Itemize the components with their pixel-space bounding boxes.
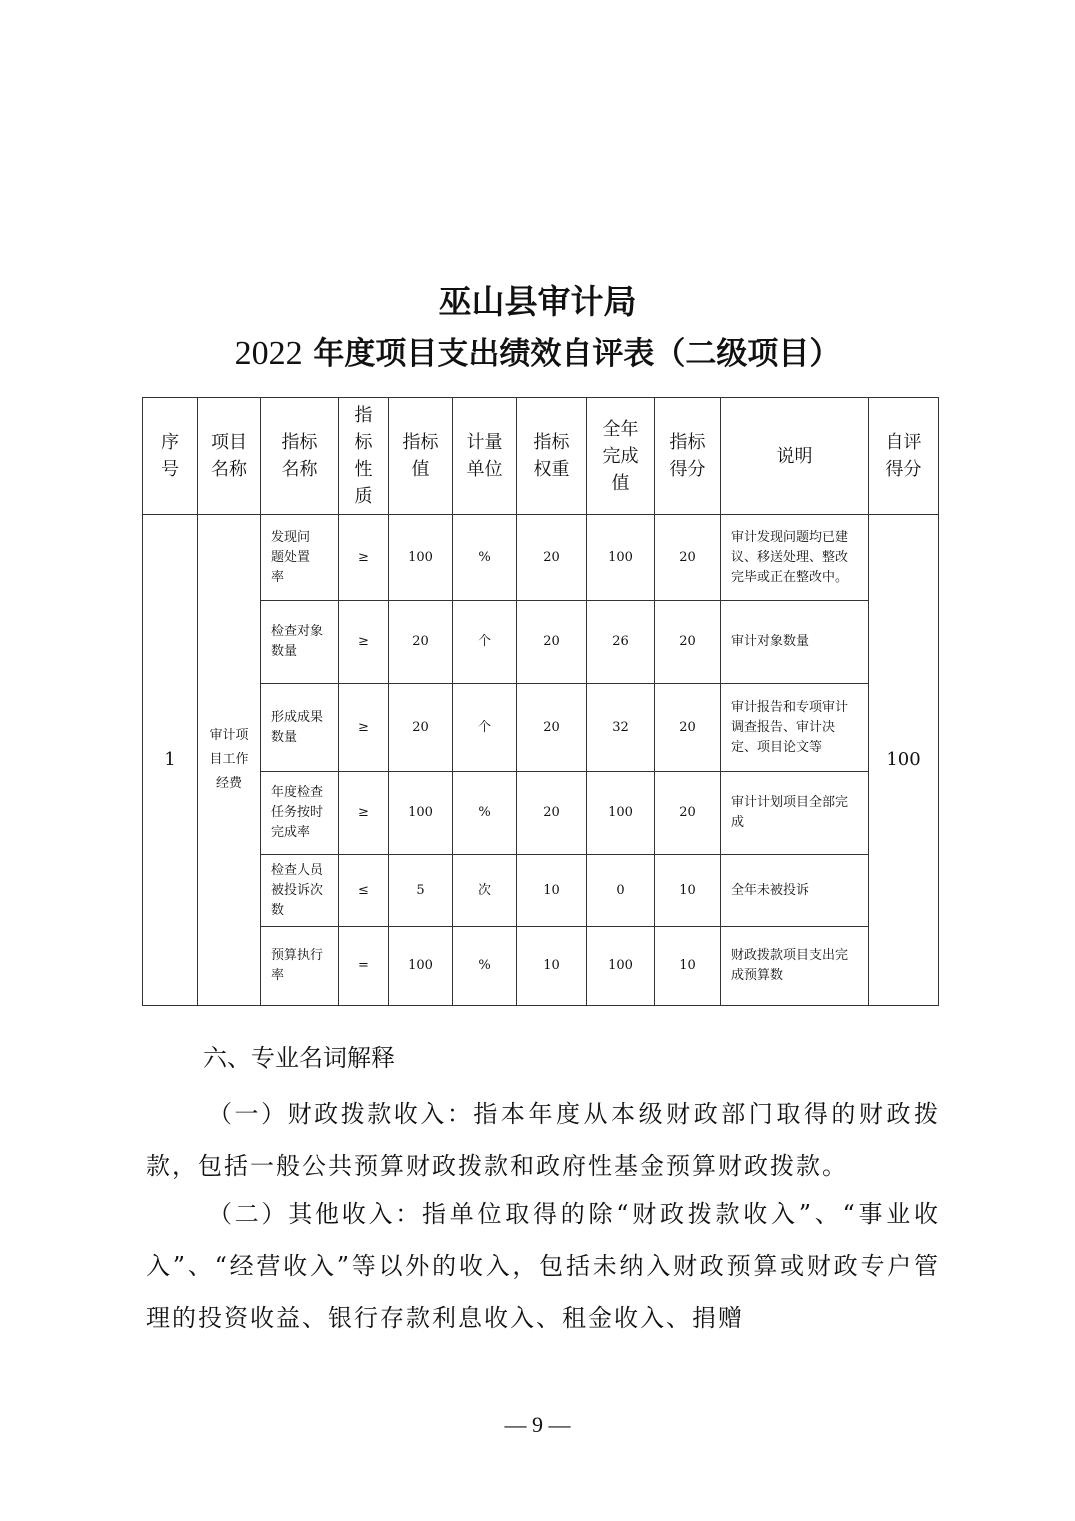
project-name-cell: 审计项 目工作 经费 bbox=[198, 515, 261, 1006]
indicator-score-cell: 20 bbox=[655, 684, 721, 772]
indicator-nature-cell: ≥ bbox=[339, 515, 389, 601]
weight-cell: 20 bbox=[517, 684, 587, 772]
note-cell: 审计计划项目全部完成 bbox=[721, 772, 869, 855]
header-cell: 说明 bbox=[721, 398, 869, 515]
unit-cell: % bbox=[453, 927, 517, 1006]
weight-cell: 20 bbox=[517, 772, 587, 855]
definition-text: 指本年度从本级财政部门取得的财政拨款，包括一般公共预算财政拨款和政府性基金预算财政拨款。 bbox=[146, 1100, 941, 1180]
note-cell: 全年未被投诉 bbox=[721, 855, 869, 927]
section-heading: 六、专业名词解释 bbox=[203, 1044, 395, 1072]
subtitle-text: 年度项目支出绩效自评表（二级项目） bbox=[302, 336, 841, 372]
indicator-nature-cell: = bbox=[339, 927, 389, 1006]
document-subtitle bbox=[0, 334, 1075, 374]
header-cell: 计量 单位 bbox=[453, 398, 517, 515]
actual-value-cell: 26 bbox=[587, 601, 655, 684]
note-cell: 审计发现问题均已建议、移送处理、整改完毕或正在整改中。 bbox=[721, 515, 869, 601]
indicator-score-cell: 10 bbox=[655, 855, 721, 927]
actual-value-cell: 0 bbox=[587, 855, 655, 927]
weight-cell: 20 bbox=[517, 515, 587, 601]
header-cell: 序 号 bbox=[143, 398, 198, 515]
header-cell: 指标 得分 bbox=[655, 398, 721, 515]
indicator-nature-cell: ≥ bbox=[339, 772, 389, 855]
seq-cell: 1 bbox=[143, 515, 198, 1006]
definition-paragraph bbox=[146, 1088, 940, 1192]
header-cell: 指标 权重 bbox=[517, 398, 587, 515]
note-cell: 审计报告和专项审计调查报告、审计决定、项目论文等 bbox=[721, 684, 869, 772]
actual-value-cell: 100 bbox=[587, 515, 655, 601]
indicator-score-cell: 10 bbox=[655, 927, 721, 1006]
header-cell: 自评 得分 bbox=[869, 398, 939, 515]
page-number: — 9 — bbox=[504, 1412, 571, 1437]
subtitle-year: 2022 bbox=[234, 335, 303, 372]
indicator-value-cell: 100 bbox=[389, 927, 453, 1006]
unit-cell: % bbox=[453, 772, 517, 855]
weight-cell: 10 bbox=[517, 927, 587, 1006]
definition-paragraph bbox=[146, 1188, 940, 1344]
indicator-name-cell: 发现问 题处置 率 bbox=[261, 515, 339, 601]
unit-cell: % bbox=[453, 515, 517, 601]
performance-table bbox=[142, 397, 939, 1006]
table-row bbox=[143, 601, 939, 684]
weight-cell: 10 bbox=[517, 855, 587, 927]
indicator-name-cell: 形成成果 数量 bbox=[261, 684, 339, 772]
note-cell: 审计对象数量 bbox=[721, 601, 869, 684]
indicator-value-cell: 5 bbox=[389, 855, 453, 927]
header-cell: 指 标 性 质 bbox=[339, 398, 389, 515]
weight-cell: 20 bbox=[517, 601, 587, 684]
definition-term: （二）其他收入： bbox=[208, 1200, 422, 1228]
unit-cell: 个 bbox=[453, 601, 517, 684]
table-row bbox=[143, 515, 939, 601]
table-row bbox=[143, 772, 939, 855]
indicator-value-cell: 100 bbox=[389, 772, 453, 855]
table-row bbox=[143, 927, 939, 1006]
actual-value-cell: 100 bbox=[587, 927, 655, 1006]
table-row bbox=[143, 855, 939, 927]
indicator-value-cell: 100 bbox=[389, 515, 453, 601]
indicator-score-cell: 20 bbox=[655, 515, 721, 601]
indicator-name-cell: 检查人员 被投诉次 数 bbox=[261, 855, 339, 927]
indicator-value-cell: 20 bbox=[389, 601, 453, 684]
indicator-nature-cell: ≤ bbox=[339, 855, 389, 927]
note-cell: 财政拨款项目支出完成预算数 bbox=[721, 927, 869, 1006]
indicator-value-cell: 20 bbox=[389, 684, 453, 772]
table-header-row bbox=[143, 398, 939, 515]
header-cell: 指标 值 bbox=[389, 398, 453, 515]
self-score-cell: 100 bbox=[869, 515, 939, 1006]
table-row bbox=[143, 684, 939, 772]
definition-term: （一）财政拨款收入： bbox=[208, 1100, 474, 1128]
indicator-name-cell: 年度检查 任务按时 完成率 bbox=[261, 772, 339, 855]
unit-cell: 次 bbox=[453, 855, 517, 927]
document-title: 巫山县审计局 bbox=[438, 282, 637, 321]
indicator-name-cell: 预算执行 率 bbox=[261, 927, 339, 1006]
indicator-score-cell: 20 bbox=[655, 601, 721, 684]
definition-text: 指单位取得的除“财政拨款收入”、“事业收入”、“经营收入”等以外的收入，包括未纳入财政预算或财政专户管理的投资收益、银行存款利息收入、租金收入、捐赠 bbox=[146, 1200, 940, 1332]
header-cell: 项目 名称 bbox=[198, 398, 261, 515]
indicator-nature-cell: ≥ bbox=[339, 684, 389, 772]
actual-value-cell: 100 bbox=[587, 772, 655, 855]
actual-value-cell: 32 bbox=[587, 684, 655, 772]
header-cell: 全年 完成 值 bbox=[587, 398, 655, 515]
indicator-nature-cell: ≥ bbox=[339, 601, 389, 684]
header-cell: 指标 名称 bbox=[261, 398, 339, 515]
indicator-score-cell: 20 bbox=[655, 772, 721, 855]
unit-cell: 个 bbox=[453, 684, 517, 772]
indicator-name-cell: 检查对象 数量 bbox=[261, 601, 339, 684]
